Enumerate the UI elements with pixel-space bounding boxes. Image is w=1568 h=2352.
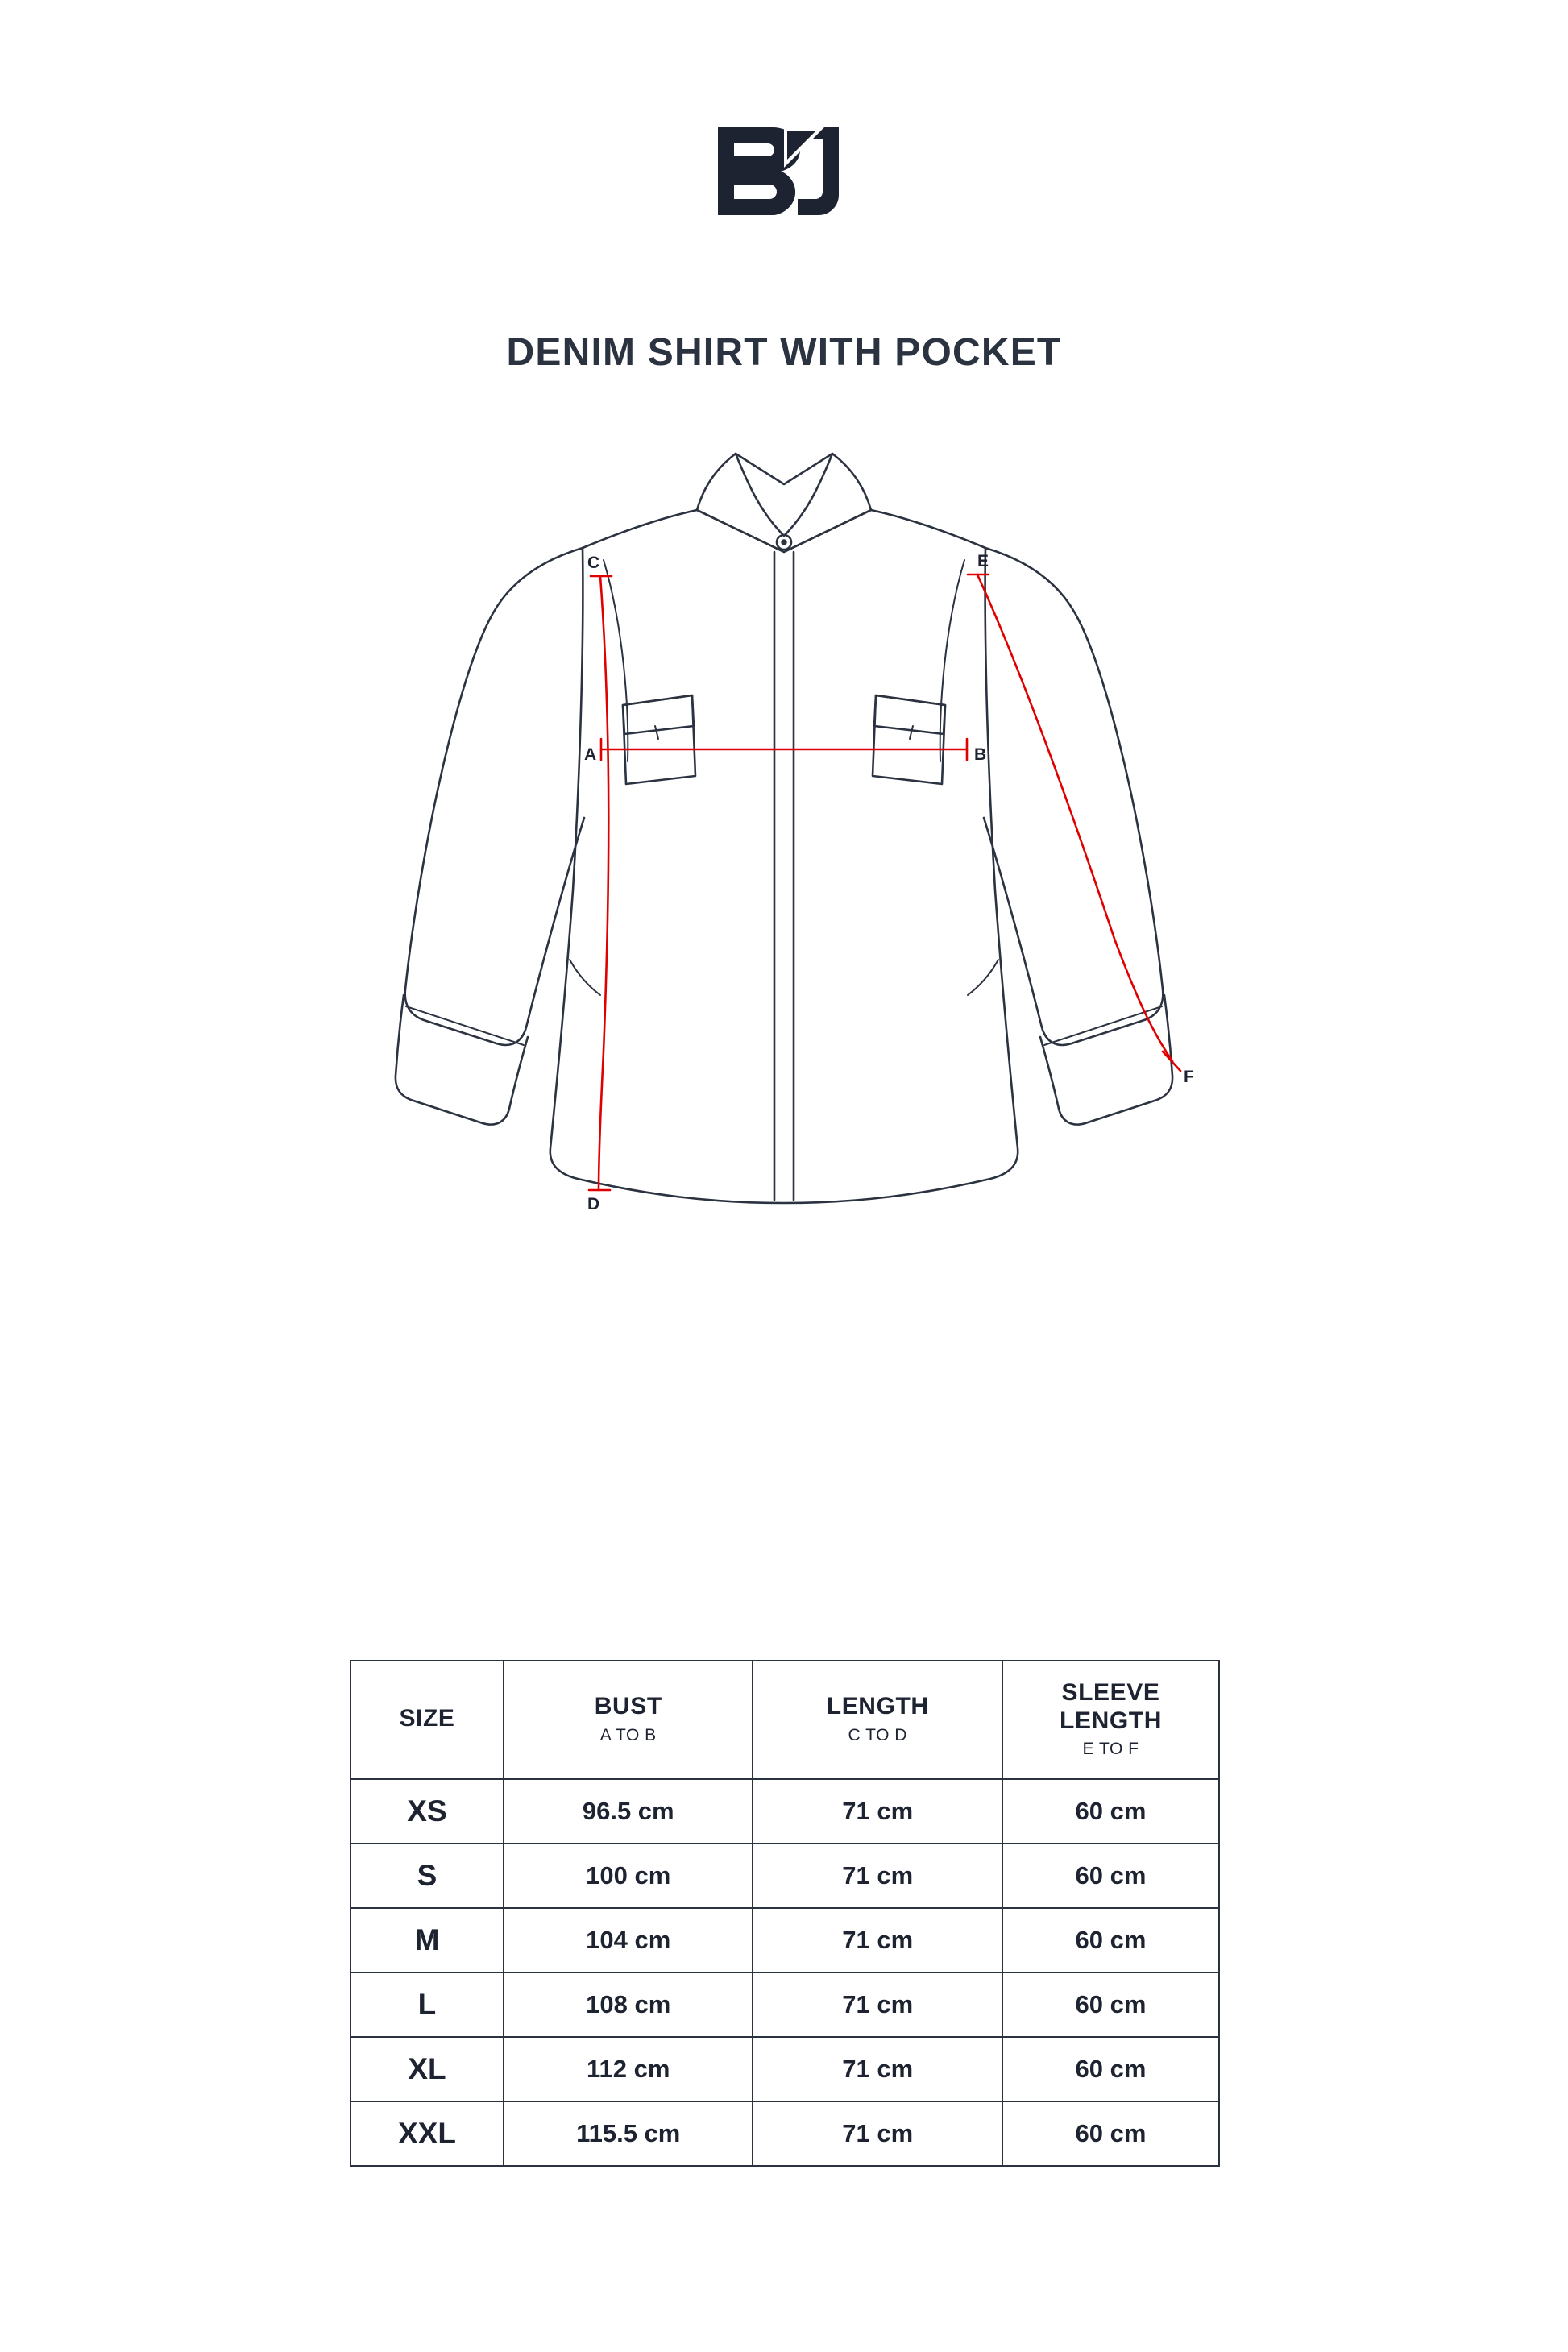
shirt-illustration: [0, 439, 1568, 1285]
column-header-length: [753, 1661, 1002, 1779]
cell-sleeve: 60 cm: [1002, 2101, 1219, 2166]
point-label-c: C: [587, 554, 600, 572]
column-header-size-main: SIZE: [399, 1705, 455, 1732]
column-header-bust-sub: A TO B: [599, 1725, 657, 1744]
column-header-sleeve: [1002, 1661, 1219, 1779]
point-label-f: F: [1184, 1068, 1194, 1086]
table-header-row: [351, 1661, 1219, 1779]
column-header-length-sub: C TO D: [848, 1725, 907, 1744]
cell-bust: 100 cm: [504, 1844, 753, 1908]
page-title: DENIM SHIRT WITH POCKET: [506, 331, 1062, 374]
table-row: [351, 1908, 1219, 1972]
cell-sleeve: 60 cm: [1002, 1972, 1219, 2037]
cell-sleeve: 60 cm: [1002, 2037, 1219, 2101]
column-header-length-main: LENGTH: [826, 1693, 929, 1720]
cell-length: 71 cm: [753, 2101, 1002, 2166]
point-label-b: B: [974, 745, 987, 764]
cell-length: 71 cm: [753, 1844, 1002, 1908]
cell-sleeve: 60 cm: [1002, 1844, 1219, 1908]
point-label-e: E: [977, 552, 989, 570]
cell-size: L: [351, 1972, 504, 2037]
table-row: [351, 1779, 1219, 1844]
cell-length: 71 cm: [753, 1779, 1002, 1844]
column-header-bust-main: BUST: [594, 1693, 662, 1720]
point-label-a: A: [584, 745, 597, 764]
cell-size: XXL: [351, 2101, 504, 2166]
table-row: [351, 1844, 1219, 1908]
cell-bust: 108 cm: [504, 1972, 753, 2037]
cell-bust: 96.5 cm: [504, 1779, 753, 1844]
table-row: [351, 2101, 1219, 2166]
cell-length: 71 cm: [753, 1972, 1002, 2037]
table-row: [351, 1972, 1219, 2037]
size-chart: [350, 1660, 1220, 2167]
column-header-size: [351, 1661, 504, 1779]
cell-size: M: [351, 1908, 504, 1972]
column-header-sleeve-main: SLEEVE LENGTH: [1060, 1679, 1162, 1734]
brand-logo: [703, 121, 865, 222]
column-header-sleeve-sub: E TO F: [1082, 1740, 1139, 1758]
cell-size: XL: [351, 2037, 504, 2101]
cell-bust: 115.5 cm: [504, 2101, 753, 2166]
cell-length: 71 cm: [753, 2037, 1002, 2101]
cell-size: XS: [351, 1779, 504, 1844]
column-header-bust: [504, 1661, 753, 1779]
point-label-d: D: [587, 1195, 600, 1213]
cell-bust: 112 cm: [504, 2037, 753, 2101]
cell-bust: 104 cm: [504, 1908, 753, 1972]
table-row: [351, 2037, 1219, 2101]
cell-size: S: [351, 1844, 504, 1908]
cell-sleeve: 60 cm: [1002, 1908, 1219, 1972]
cell-length: 71 cm: [753, 1908, 1002, 1972]
cell-sleeve: 60 cm: [1002, 1779, 1219, 1844]
